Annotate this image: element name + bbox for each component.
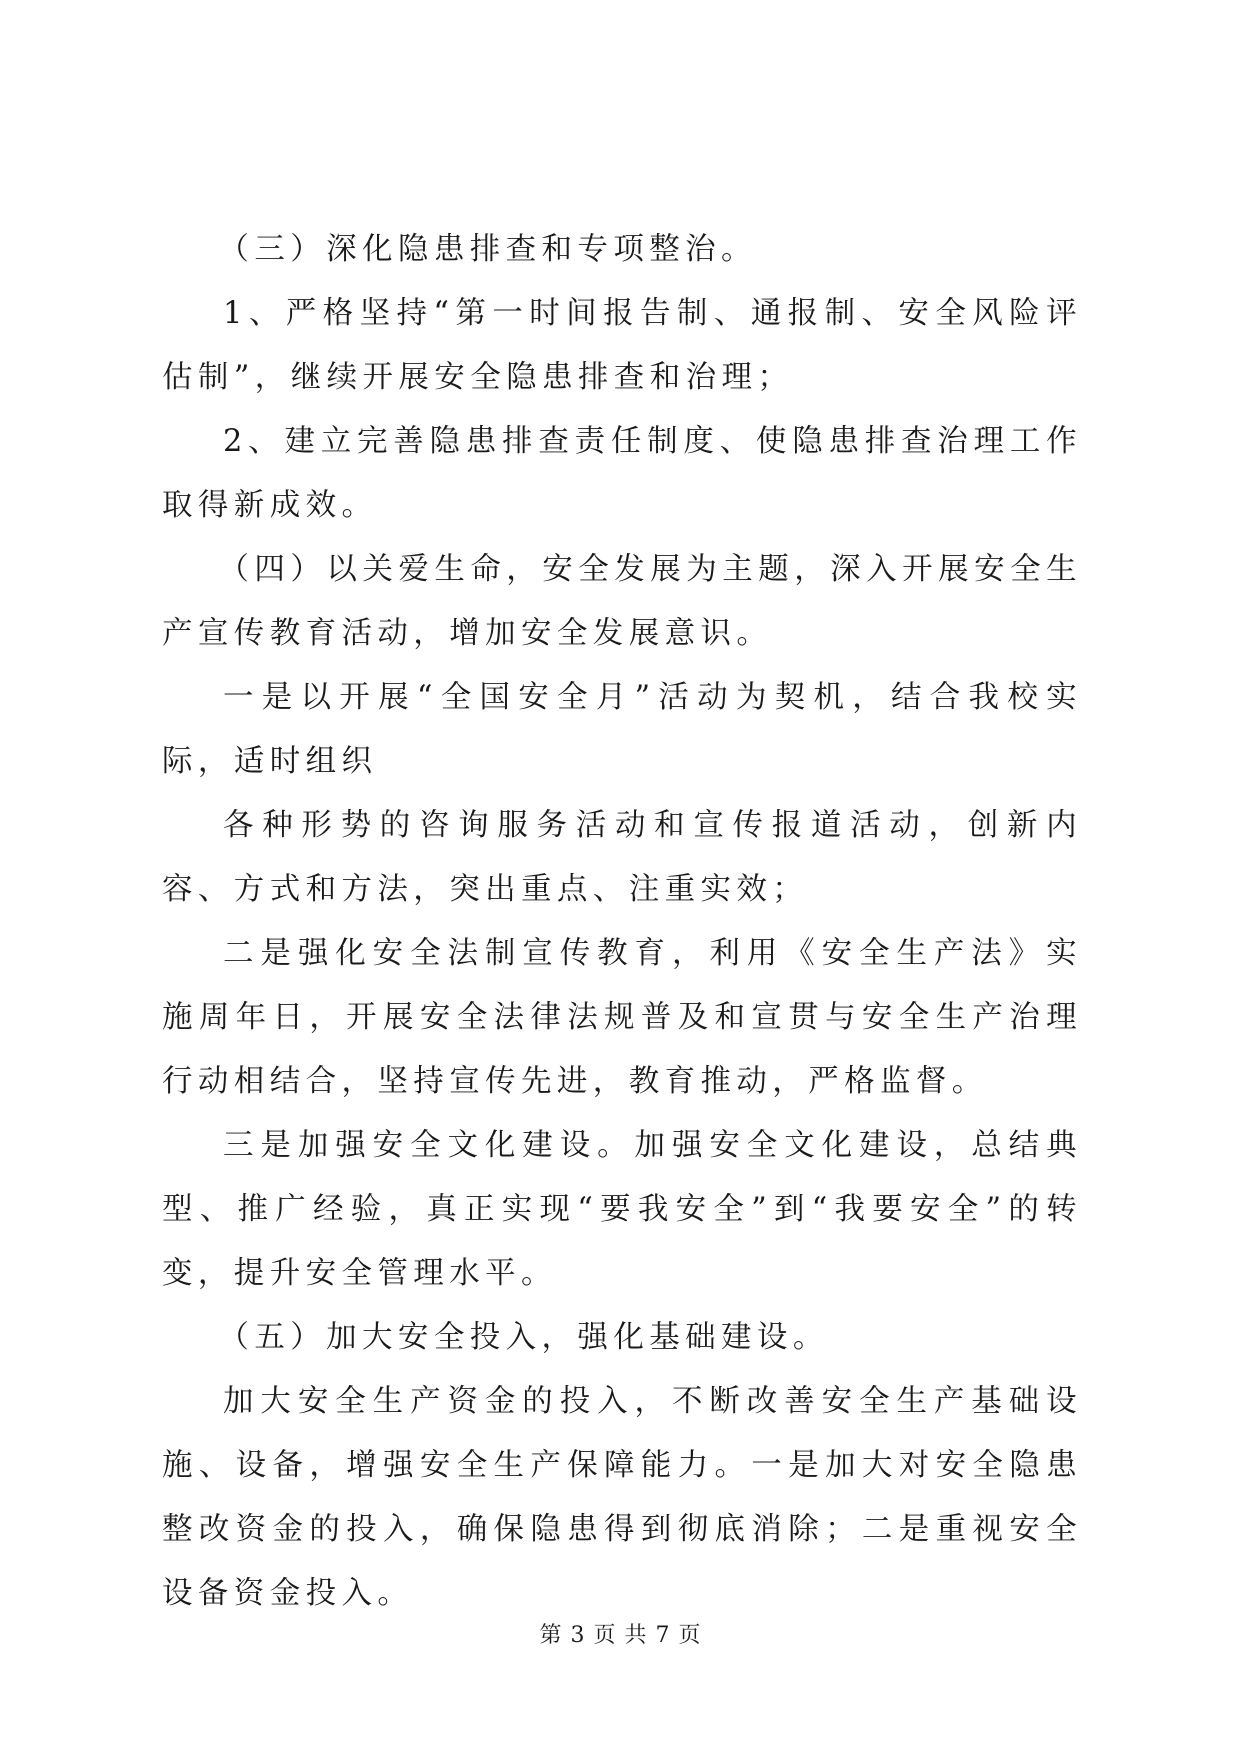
paragraph-third-point: 三是加强安全文化建设。加强安全文化建设，总结典型、推广经验，真正实现“要我安全”到“我要安全”的转变，提升安全管理水平。 (162, 1128, 1082, 1291)
paragraph-first-point: 一是以开展“全国安全月”活动为契机，结合我校实际，适时组织 (162, 680, 1082, 779)
paragraph-investment: 加大安全生产资金的投入，不断改善安全生产基础设施、设备，增强安全生产保障能力。一是加大对安全隐患整改资金的投入，确保隐患得到彻底消除；二是重视安全设备资金投入。 (162, 1384, 1082, 1611)
document-body (162, 218, 1082, 1626)
section-heading-3: （三）深化隐患排查和专项整治。 (218, 232, 757, 267)
paragraph-first-point-cont: 各种形势的咨询服务活动和宣传报道活动，创新内容、方式和方法，突出重点、注重实效； (162, 808, 1082, 907)
section-heading-5: （五）加大安全投入，强化基础建设。 (218, 1320, 829, 1355)
paragraph-second-point: 二是强化安全法制宣传教育，利用《安全生产法》实施周年日，开展安全法律法规普及和宣贯与安全生产治理行动相结合，坚持宣传先进，教育推动，严格监督。 (162, 936, 1082, 1099)
paragraph-item-2: 2、建立完善隐患排查责任制度、使隐患排查治理工作取得新成效。 (162, 424, 1082, 523)
paragraph-item-1: 1、严格坚持“第一时间报告制、通报制、安全风险评估制”，继续开展安全隐患排查和治理； (162, 296, 1082, 395)
page-footer: 第 3 页 共 7 页 (539, 1623, 702, 1648)
section-heading-4: （四）以关爱生命，安全发展为主题，深入开展安全生产宣传教育活动，增加安全发展意识。 (162, 552, 1082, 651)
